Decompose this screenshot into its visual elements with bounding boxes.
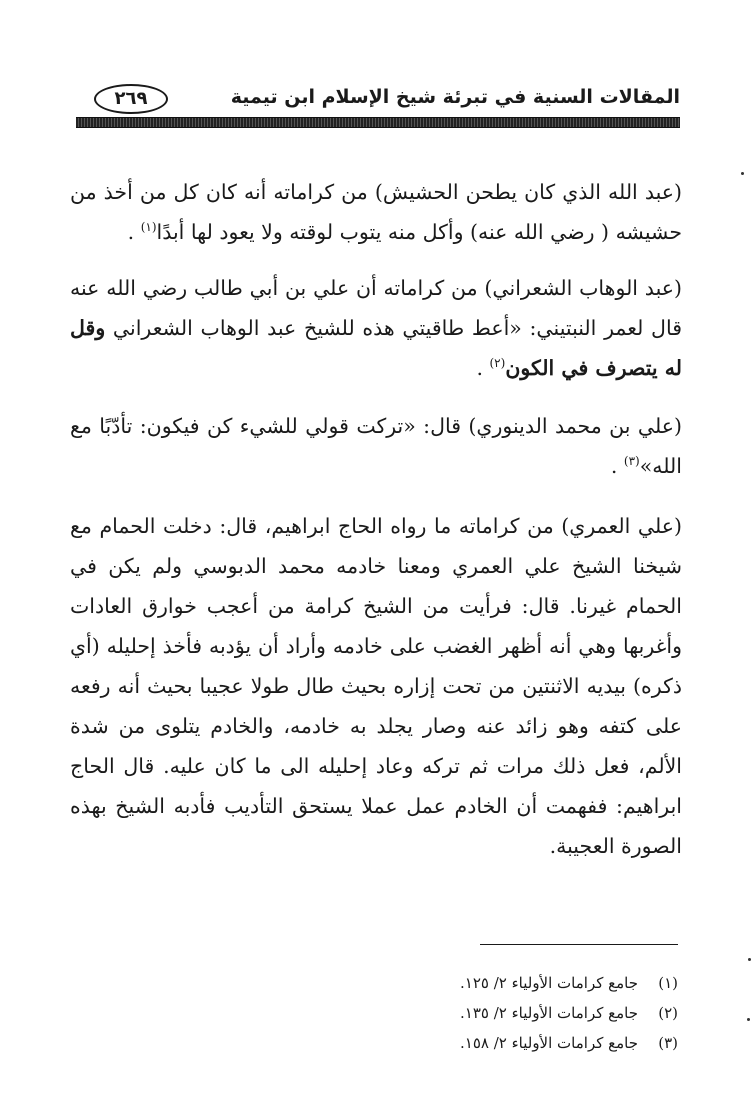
footnote-ref: (٢) — [489, 356, 506, 371]
footnote-separator — [480, 944, 678, 945]
header-rule — [76, 117, 680, 128]
paragraph: (عبد الوهاب الشعراني) من كراماته أن علي بن أبي طالب رضي الله عنه قال لعمر النبتيني: «أعط طاقيتي هذه للشيخ عبد الوهاب الشعراني وقل له يتصرف في الكون$^{(٢)}$ . — [70, 276, 682, 380]
footnote — [300, 968, 678, 998]
footnote-number: (٣) — [658, 1034, 678, 1052]
body-text — [70, 172, 682, 886]
footnote-number: (٢) — [658, 1004, 678, 1022]
paragraph: (عبد الله الذي كان يطحن الحشيش) من كراماته أنه كان كل من أخذ من حشيشه ( رضي الله عنه) وأكل منه يتوب لوقته ولا يعود لها أبدًا$^{(١)}$ . — [70, 180, 682, 244]
paragraph: (علي العمري) من كراماته ما رواه الحاج ابراهيم، قال: دخلت الحمام مع شيخنا الشيخ علي العمري ومعنا خادمه محمد الدبوسي ولم يكن في الحمام غيرنا. قال: فرأيت من الشيخ كرامة من أعجب خوارق العادات وأغربها وهي أنه أظهر الغضب على خادمه وأراد أن يؤدبه فأخذ إحليله (أي ذكره) بيديه الاثنتين من تحت إزاره بحيث طال طولا عجيبا بحيث أنه رفعه على كتفه وهو زائد عنه وصار يجلد به خادمه، والخادم يتلوى من شدة الألم، فعل ذلك مرات ثم تركه وعاد إحليله الى ما كان عليه. قال الحاج ابراهيم: ففهمت أن الخادم عمل عملا يستحق التأديب فأدبه الشيخ بهذه الصورة العجيبة. — [70, 514, 682, 858]
scan-speck — [748, 958, 751, 961]
footnote-ref: (١) — [140, 220, 157, 235]
page-number: ٢٦٩ — [94, 84, 168, 114]
footnote-text: جامع كرامات الأولياء ٢/ ١٢٥. — [459, 974, 638, 992]
scan-speck — [747, 1018, 750, 1021]
footnote — [300, 998, 678, 1028]
footnote-ref: (٣) — [623, 454, 640, 469]
footnote-number: (١) — [658, 974, 678, 992]
footnote-text: جامع كرامات الأولياء ٢/ ١٣٥. — [459, 1004, 638, 1022]
bold-phrase: وقل له يتصرف في الكون — [70, 316, 682, 380]
footnotes — [300, 968, 678, 1058]
page-header — [82, 82, 680, 122]
footnote — [300, 1028, 678, 1058]
scan-speck — [741, 172, 744, 175]
paragraph: (علي بن محمد الدينوري) قال: «تركت قولي للشيء كن فيكون: تأدّبًا مع الله»$^{(٣)}$ . — [70, 414, 682, 478]
footnote-text: جامع كرامات الأولياء ٢/ ١٥٨. — [459, 1034, 638, 1052]
running-title: المقالات السنية في تبرئة شيخ الإسلام ابن تيمية — [230, 86, 680, 108]
